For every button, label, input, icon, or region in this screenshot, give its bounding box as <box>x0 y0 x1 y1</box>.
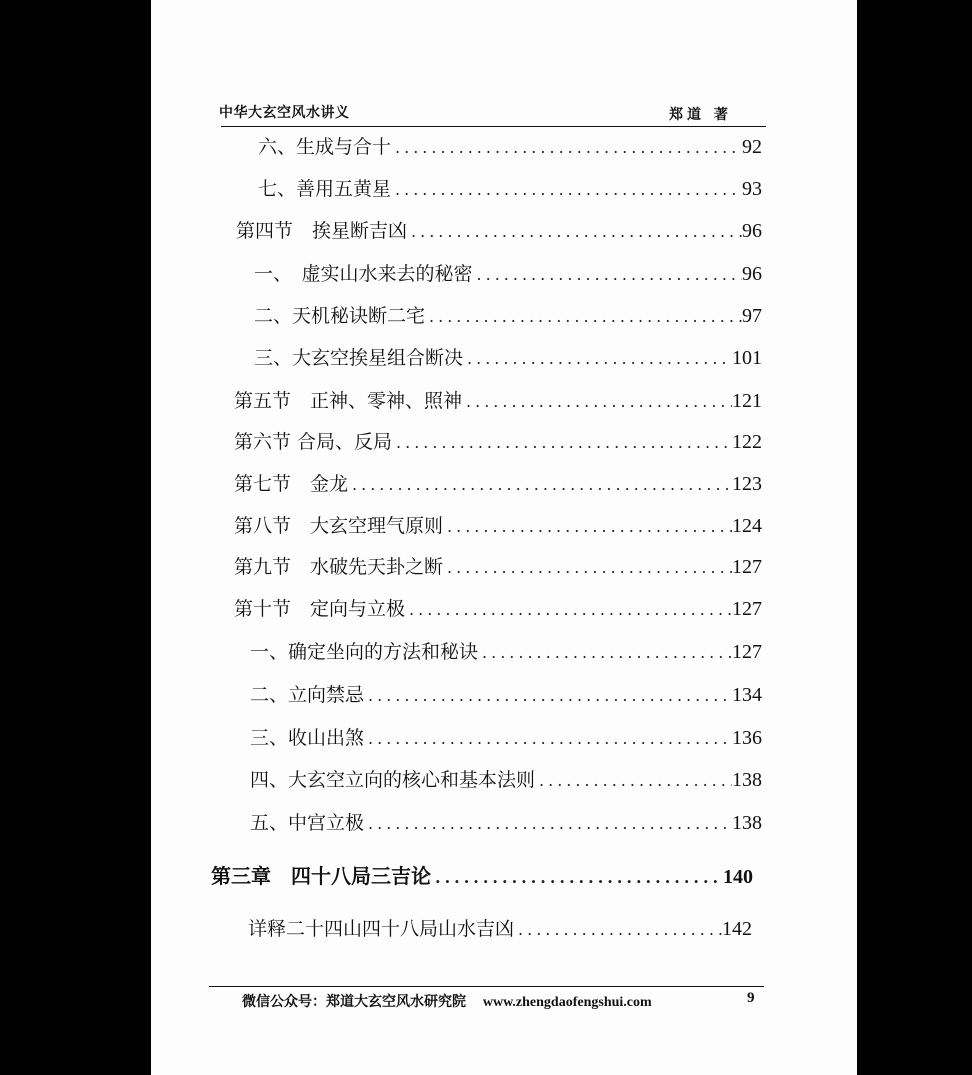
toc-entry <box>234 386 762 416</box>
dot-leader <box>462 392 732 411</box>
running-header <box>221 100 766 127</box>
toc-entry-title: 五、中宫立极 <box>250 812 365 834</box>
toc-entry-page: 134 <box>732 684 762 706</box>
toc-entry <box>234 552 762 582</box>
dot-leader <box>364 729 732 748</box>
toc-entry-page: 96 <box>742 220 762 242</box>
dot-leader <box>348 475 732 494</box>
dot-leader <box>535 771 732 790</box>
dot-leader <box>405 600 732 619</box>
toc-entry-title: 第八节 大玄空理气原则 <box>234 515 444 537</box>
dot-leader <box>425 307 742 326</box>
toc-entry-title: 详释二十四山四十八局山水吉凶 <box>248 918 515 940</box>
footer-wechat-text: 微信公众号：郑道大玄空风水研究院 <box>242 994 466 1010</box>
toc-entry <box>254 343 762 373</box>
toc-entry <box>250 680 762 710</box>
toc-entry-title: 第十节 定向与立极 <box>234 598 406 620</box>
toc-entry <box>234 427 762 457</box>
toc-entry-page: 92 <box>742 136 762 158</box>
toc-entry <box>254 259 762 289</box>
toc-entry-title: 一、确定坐向的方法和秘诀 <box>250 641 479 663</box>
toc-entry-page: 96 <box>742 263 762 285</box>
toc-entry-title: 三、收山出煞 <box>250 727 365 749</box>
book-page <box>151 0 857 1075</box>
dot-leader <box>407 222 742 241</box>
toc-entry-page: 101 <box>732 347 762 369</box>
toc-entry-title: 第三章 四十八局三吉论 <box>211 864 431 888</box>
toc-entry-title: 第四节 挨星断吉凶 <box>236 220 408 242</box>
toc-entry-title: 七、善用五黄星 <box>258 178 392 200</box>
toc-entry-page: 97 <box>742 305 762 327</box>
dot-leader <box>392 433 732 452</box>
toc-entry <box>248 914 752 944</box>
page-footer <box>209 986 764 1013</box>
dot-leader <box>463 349 732 368</box>
toc-entry-page: 127 <box>732 556 762 578</box>
toc-entry <box>250 808 762 838</box>
toc-entry-page: 140 <box>723 866 753 888</box>
toc-entry <box>250 637 762 667</box>
toc-entry <box>234 594 762 624</box>
toc-entry-title: 一、 虚实山水来去的秘密 <box>254 263 473 285</box>
toc-entry-page: 93 <box>742 178 762 200</box>
dot-leader <box>443 558 732 577</box>
toc-entry-page: 122 <box>732 431 762 453</box>
toc-entry <box>250 723 762 753</box>
footer-info <box>242 991 652 1011</box>
toc-entry-title: 三、大玄空挨星组合断决 <box>254 347 464 369</box>
dot-leader <box>364 686 732 705</box>
book-title: 中华大玄空风水讲义 <box>219 105 350 121</box>
toc-entry-page: 127 <box>732 641 762 663</box>
toc-entry-title: 第五节 正神、零神、照神 <box>234 390 463 412</box>
toc-entry-page: 127 <box>732 598 762 620</box>
toc-entry <box>234 511 762 541</box>
toc-entry <box>234 469 762 499</box>
dot-leader <box>473 265 742 284</box>
dot-leader <box>391 180 742 199</box>
toc-entry-title: 第九节 水破先天卦之断 <box>234 556 444 578</box>
toc-entry-page: 142 <box>722 918 752 940</box>
dot-leader <box>443 517 732 536</box>
dot-leader <box>364 814 732 833</box>
toc-entry <box>236 216 762 246</box>
toc-entry-title: 四、大玄空立向的核心和基本法则 <box>250 769 536 791</box>
toc-entry-page: 136 <box>732 727 762 749</box>
dot-leader <box>514 920 722 939</box>
author-name: 郑道 著 <box>669 107 732 123</box>
footer-website: www.zhengdaofengshui.com <box>482 995 652 1010</box>
toc-entry <box>258 132 762 162</box>
dot-leader <box>391 138 742 157</box>
dot-leader <box>478 643 732 662</box>
toc-entry-title: 第六节 合局、反局 <box>234 431 393 453</box>
toc-chapter-entry <box>211 860 753 890</box>
toc-entry <box>250 765 762 795</box>
toc-entry-page: 138 <box>732 812 762 834</box>
toc-entry-title: 第七节 金龙 <box>234 473 349 495</box>
toc-entry-page: 121 <box>732 390 762 412</box>
page-number: 9 <box>747 990 755 1006</box>
toc-entry-title: 二、天机秘诀断二宅 <box>254 305 426 327</box>
toc-entry <box>254 301 762 331</box>
toc-entry-title: 六、生成与合十 <box>258 136 392 158</box>
toc-entry-page: 138 <box>732 769 762 791</box>
toc-entry-page: 123 <box>732 473 762 495</box>
toc-entry <box>258 174 762 204</box>
toc-entry-title: 二、立向禁忌 <box>250 684 365 706</box>
dot-leader <box>431 868 723 887</box>
toc-entry-page: 124 <box>732 515 762 537</box>
